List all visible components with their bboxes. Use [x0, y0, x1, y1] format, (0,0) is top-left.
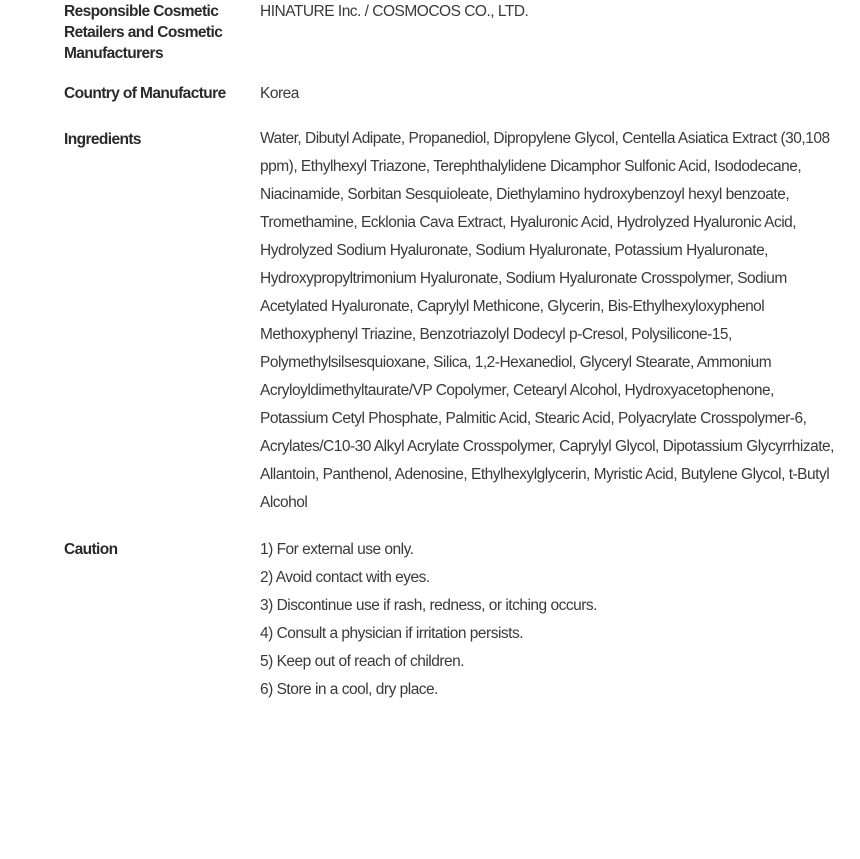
caution-item: 6) Store in a cool, dry place.: [260, 681, 438, 698]
ingredients-label: Ingredients: [64, 131, 141, 148]
caution-item: 4) Consult a physician if irritation persists.: [260, 625, 524, 642]
ingredients-value: Water, Dibutyl Adipate, Propanediol, Dipropylene Glycol, Centella Asiatica Extract (30,108 ppm), Ethylhexyl Triazone, Terephthalylidene Dicamphor Sulfonic Acid, Isododecane, Niacinamide, Sorbitan Sesquioleate, Diethylamino hydroxybenzoyl hexyl benzoate, Tromethamine, Ecklonia Cava Extract, Hyaluronic Acid, Hydrolyzed Hyaluronic Acid, Hydrolyzed Sodium Hyaluronate, Sodium Hyaluronate, Potassium Hyaluronate, Hydroxypropyltrimonium Hyaluronate, Sodium Hyaluronate Crosspolymer, Sodium Acetylated Hyaluronate, Caprylyl Methicone, Glycerin, Bis-Ethylhexyloxyphenol Methoxyphenyl Triazine, Benzotriazolyl Dodecyl p-Cresol, Polysilicone-15, Polymethylsilsesquioxane, Silica, 1,2-Hexanediol, Glyceryl Stearate, Ammonium Acryloyldimethyltaurate/VP Copolymer, Cetearyl Alcohol, Hydroxyacetophenone, Potassium Cetyl Phosphate, Palmitic Acid, Stearic Acid, Polyacrylate Crosspolymer-6, Acrylates/C10-30 Alkyl Acrylate Crosspolymer, Caprylyl Glycol, Dipotassium Glycyrrhizate, Allantoin, Panthenol, Adenosine, Ethylhexylglycerin, Myristic Acid, Butylene Glycol, t-Butyl Alcohol: [260, 130, 834, 511]
caution-item: 1) For external use only.: [260, 541, 414, 558]
caution-label: Caution: [64, 541, 118, 558]
retailers-value: HINATURE Inc. / COSMOCOS CO., LTD.: [260, 3, 529, 20]
caution-value: [260, 536, 835, 704]
caution-list: [260, 536, 835, 704]
caution-item: 5) Keep out of reach of children.: [260, 653, 465, 670]
retailers-label: Responsible Cosmetic Retailers and Cosmetic Manufacturers: [64, 3, 223, 62]
country-label: Country of Manufacture: [64, 85, 226, 102]
caution-item: 3) Discontinue use if rash, redness, or itching occurs.: [260, 597, 597, 614]
caution-item: 2) Avoid contact with eyes.: [260, 569, 430, 586]
country-value: Korea: [260, 85, 299, 102]
